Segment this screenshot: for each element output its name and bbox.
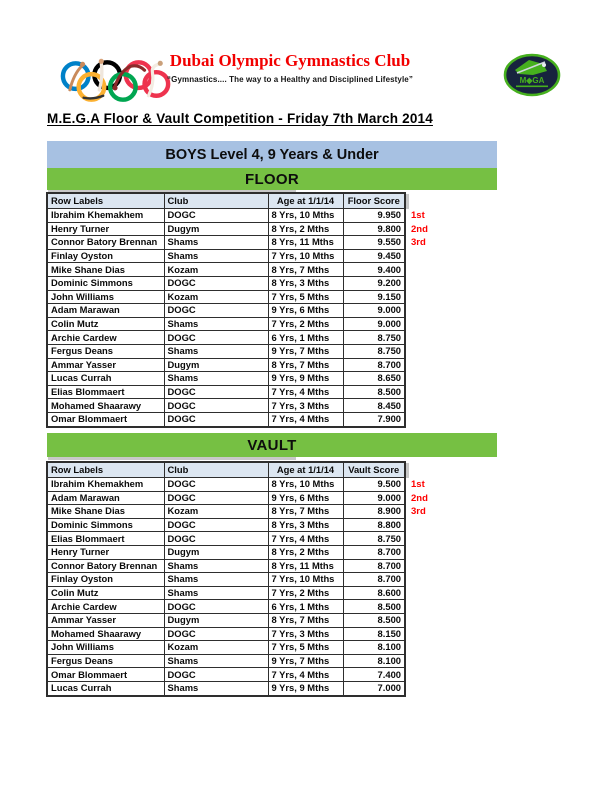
floor-header-row	[47, 193, 405, 209]
rank-label	[411, 642, 441, 656]
rank-label	[411, 587, 441, 601]
athlete-score: 8.100	[343, 641, 405, 655]
athlete-name: Ammar Yasser	[47, 613, 164, 627]
athlete-age: 7 Yrs, 4 Mths	[268, 385, 343, 399]
floor-result-row	[47, 209, 405, 223]
rank-label	[411, 346, 441, 360]
athlete-name: Ibrahim Khemakhem	[47, 478, 164, 492]
vault-result-row	[47, 573, 405, 587]
athlete-name: Ammar Yasser	[47, 358, 164, 372]
floor-result-row	[47, 399, 405, 413]
mega-club-badge-logo	[503, 53, 561, 97]
athlete-age: 8 Yrs, 11 Mths	[268, 559, 343, 573]
vault-result-row	[47, 681, 405, 695]
vault-table-body	[47, 478, 405, 696]
col-vault-score: Vault Score	[343, 462, 405, 478]
athlete-club: DOGC	[164, 627, 268, 641]
floor-result-row	[47, 372, 405, 386]
athlete-club: Shams	[164, 249, 268, 263]
athlete-score: 8.150	[343, 627, 405, 641]
rank-label	[411, 669, 441, 683]
rank-label	[411, 683, 441, 697]
athlete-score: 8.450	[343, 399, 405, 413]
floor-result-row	[47, 249, 405, 263]
athlete-name: Connor Batory Brennan	[47, 559, 164, 573]
rank-label	[411, 400, 441, 414]
athlete-score: 8.750	[343, 532, 405, 546]
athlete-club: DOGC	[164, 385, 268, 399]
rank-label: 2nd	[411, 223, 428, 235]
vault-result-row	[47, 627, 405, 641]
vault-result-row	[47, 613, 405, 627]
rank-label	[411, 264, 441, 278]
rank-label: 2nd	[411, 492, 428, 504]
athlete-club: DOGC	[164, 600, 268, 614]
rank-label	[411, 250, 441, 264]
athlete-age: 7 Yrs, 10 Mths	[268, 249, 343, 263]
rank-label	[411, 519, 441, 533]
rank-label	[411, 628, 441, 642]
athlete-age: 9 Yrs, 6 Mths	[268, 304, 343, 318]
table-shadow	[406, 463, 409, 478]
athlete-club: Shams	[164, 559, 268, 573]
athlete-age: 7 Yrs, 2 Mths	[268, 317, 343, 331]
svg-text:M◆GA: M◆GA	[519, 76, 545, 85]
athlete-age: 6 Yrs, 1 Mths	[268, 600, 343, 614]
athlete-name: Fergus Deans	[47, 344, 164, 358]
athlete-club: Kozam	[164, 263, 268, 277]
rank-label	[411, 305, 441, 319]
athlete-club: Shams	[164, 317, 268, 331]
athlete-age: 8 Yrs, 7 Mths	[268, 613, 343, 627]
col-row-labels: Row Labels	[47, 462, 164, 478]
athlete-age: 7 Yrs, 3 Mths	[268, 399, 343, 413]
athlete-score: 8.750	[343, 331, 405, 345]
rank-label: 3rd	[411, 506, 426, 518]
vault-result-row	[47, 505, 405, 519]
athlete-score: 9.000	[343, 317, 405, 331]
rank-label	[411, 601, 441, 615]
rank-label	[411, 615, 441, 629]
athlete-age: 7 Yrs, 10 Mths	[268, 573, 343, 587]
athlete-club: DOGC	[164, 331, 268, 345]
athlete-score: 9.500	[343, 478, 405, 492]
club-name: Dubai Olympic Gymnastics Club	[169, 51, 411, 70]
athlete-score: 8.500	[343, 600, 405, 614]
rank-label	[411, 359, 441, 373]
athlete-name: Archie Cardew	[47, 600, 164, 614]
athlete-score: 8.500	[343, 385, 405, 399]
floor-result-row	[47, 358, 405, 372]
athlete-club: DOGC	[164, 276, 268, 290]
athlete-age: 9 Yrs, 6 Mths	[268, 491, 343, 505]
athlete-age: 8 Yrs, 10 Mths	[268, 209, 343, 223]
athlete-name: Finlay Oyston	[47, 249, 164, 263]
athlete-score: 7.900	[343, 412, 405, 426]
col-club: Club	[164, 462, 268, 478]
athlete-club: DOGC	[164, 478, 268, 492]
table-shadow	[406, 194, 409, 209]
vault-header-row	[47, 462, 405, 478]
athlete-score: 7.000	[343, 681, 405, 695]
athlete-score: 8.600	[343, 586, 405, 600]
vault-result-row	[47, 545, 405, 559]
col-floor-score: Floor Score	[343, 193, 405, 209]
athlete-name: Dominic Simmons	[47, 276, 164, 290]
athlete-name: Archie Cardew	[47, 331, 164, 345]
athlete-age: 9 Yrs, 7 Mths	[268, 344, 343, 358]
athlete-score: 8.700	[343, 545, 405, 559]
athlete-name: Dominic Simmons	[47, 518, 164, 532]
athlete-name: Colin Mutz	[47, 317, 164, 331]
athlete-age: 8 Yrs, 2 Mths	[268, 222, 343, 236]
vault-result-row	[47, 654, 405, 668]
rank-label	[411, 373, 441, 387]
col-club: Club	[164, 193, 268, 209]
rank-label	[411, 387, 441, 401]
rank-label: 3rd	[411, 237, 426, 249]
athlete-score: 8.650	[343, 372, 405, 386]
athlete-score: 8.500	[343, 613, 405, 627]
rank-label	[411, 414, 441, 428]
floor-result-row	[47, 344, 405, 358]
vault-rank-column	[411, 478, 441, 697]
vault-event-banner: VAULT	[47, 433, 497, 457]
rank-label	[411, 574, 441, 588]
athlete-age: 8 Yrs, 10 Mths	[268, 478, 343, 492]
athlete-score: 8.700	[343, 358, 405, 372]
col-age: Age at 1/1/14	[268, 193, 343, 209]
col-row-labels: Row Labels	[47, 193, 164, 209]
athlete-name: Colin Mutz	[47, 586, 164, 600]
floor-result-row	[47, 317, 405, 331]
athlete-score: 9.550	[343, 236, 405, 250]
athlete-score: 8.700	[343, 573, 405, 587]
floor-result-row	[47, 263, 405, 277]
athlete-club: DOGC	[164, 209, 268, 223]
athlete-score: 8.750	[343, 344, 405, 358]
athlete-name: John Williams	[47, 290, 164, 304]
rank-label	[411, 291, 441, 305]
athlete-club: Shams	[164, 681, 268, 695]
athlete-age: 9 Yrs, 9 Mths	[268, 681, 343, 695]
athlete-score: 8.700	[343, 559, 405, 573]
athlete-name: Connor Batory Brennan	[47, 236, 164, 250]
rank-label	[411, 533, 441, 547]
athlete-name: Mike Shane Dias	[47, 505, 164, 519]
athlete-score: 8.100	[343, 654, 405, 668]
athlete-club: Kozam	[164, 505, 268, 519]
athlete-club: Dugym	[164, 358, 268, 372]
athlete-age: 7 Yrs, 5 Mths	[268, 641, 343, 655]
vault-result-row	[47, 478, 405, 492]
rank-label	[411, 277, 441, 291]
athlete-age: 7 Yrs, 4 Mths	[268, 412, 343, 426]
floor-result-row	[47, 385, 405, 399]
athlete-name: Mohamed Shaarawy	[47, 399, 164, 413]
athlete-age: 7 Yrs, 2 Mths	[268, 586, 343, 600]
athlete-score: 9.450	[343, 249, 405, 263]
athlete-score: 7.400	[343, 668, 405, 682]
rank-label	[411, 318, 441, 332]
floor-result-row	[47, 304, 405, 318]
floor-result-row	[47, 236, 405, 250]
athlete-score: 9.800	[343, 222, 405, 236]
vault-result-row	[47, 532, 405, 546]
athlete-name: Ibrahim Khemakhem	[47, 209, 164, 223]
athlete-score: 8.800	[343, 518, 405, 532]
athlete-name: Henry Turner	[47, 222, 164, 236]
athlete-age: 9 Yrs, 9 Mths	[268, 372, 343, 386]
floor-results-table	[46, 192, 428, 428]
athlete-club: DOGC	[164, 518, 268, 532]
athlete-name: Elias Blommaert	[47, 385, 164, 399]
athlete-club: Shams	[164, 586, 268, 600]
athlete-name: Finlay Oyston	[47, 573, 164, 587]
floor-event-banner: FLOOR	[47, 168, 497, 190]
category-banner: BOYS Level 4, 9 Years & Under	[47, 141, 497, 168]
athlete-score: 9.950	[343, 209, 405, 223]
athlete-name: Omar Blommaert	[47, 668, 164, 682]
floor-table-body	[47, 209, 405, 427]
athlete-club: DOGC	[164, 399, 268, 413]
athlete-club: Shams	[164, 236, 268, 250]
athlete-score: 9.000	[343, 304, 405, 318]
athlete-club: Shams	[164, 573, 268, 587]
floor-result-row	[47, 222, 405, 236]
athlete-age: 7 Yrs, 5 Mths	[268, 290, 343, 304]
col-age: Age at 1/1/14	[268, 462, 343, 478]
athlete-club: Kozam	[164, 641, 268, 655]
rank-label: 1st	[411, 479, 425, 490]
athlete-name: Fergus Deans	[47, 654, 164, 668]
athlete-score: 9.000	[343, 491, 405, 505]
athlete-name: Adam Marawan	[47, 304, 164, 318]
club-header	[158, 51, 422, 84]
rank-label	[411, 656, 441, 670]
athlete-score: 9.400	[343, 263, 405, 277]
athlete-name: Mike Shane Dias	[47, 263, 164, 277]
athlete-age: 7 Yrs, 4 Mths	[268, 668, 343, 682]
vault-result-row	[47, 641, 405, 655]
athlete-club: Dugym	[164, 545, 268, 559]
vault-result-row	[47, 600, 405, 614]
athlete-club: Dugym	[164, 222, 268, 236]
athlete-club: DOGC	[164, 491, 268, 505]
athlete-club: DOGC	[164, 412, 268, 426]
athlete-club: Kozam	[164, 290, 268, 304]
rank-label	[411, 332, 441, 346]
floor-result-row	[47, 331, 405, 345]
athlete-age: 8 Yrs, 3 Mths	[268, 276, 343, 290]
vault-result-row	[47, 518, 405, 532]
vault-results-table	[46, 461, 428, 697]
club-tagline: “Gymnastics.... The way to a Healthy and Disciplined Lifestyle”	[167, 75, 413, 84]
rank-label	[411, 560, 441, 574]
athlete-age: 8 Yrs, 11 Mths	[268, 236, 343, 250]
athlete-name: Henry Turner	[47, 545, 164, 559]
vault-result-row	[47, 491, 405, 505]
athlete-name: Lucas Currah	[47, 681, 164, 695]
vault-result-row	[47, 668, 405, 682]
athlete-name: Omar Blommaert	[47, 412, 164, 426]
athlete-club: Dugym	[164, 613, 268, 627]
athlete-age: 8 Yrs, 7 Mths	[268, 263, 343, 277]
vault-result-row	[47, 559, 405, 573]
athlete-name: Adam Marawan	[47, 491, 164, 505]
rank-label	[411, 546, 441, 560]
athlete-club: DOGC	[164, 532, 268, 546]
competition-title: M.E.G.A Floor & Vault Competition - Friday 7th March 2014	[47, 111, 433, 126]
athlete-club: Shams	[164, 654, 268, 668]
athlete-score: 8.900	[343, 505, 405, 519]
athlete-age: 8 Yrs, 2 Mths	[268, 545, 343, 559]
rank-label: 1st	[411, 210, 425, 221]
floor-rank-column	[411, 209, 441, 428]
athlete-score: 9.150	[343, 290, 405, 304]
athlete-name: John Williams	[47, 641, 164, 655]
athlete-age: 8 Yrs, 7 Mths	[268, 358, 343, 372]
athlete-name: Mohamed Shaarawy	[47, 627, 164, 641]
athlete-name: Elias Blommaert	[47, 532, 164, 546]
athlete-age: 8 Yrs, 3 Mths	[268, 518, 343, 532]
athlete-age: 6 Yrs, 1 Mths	[268, 331, 343, 345]
athlete-age: 7 Yrs, 3 Mths	[268, 627, 343, 641]
athlete-club: DOGC	[164, 304, 268, 318]
vault-result-row	[47, 586, 405, 600]
athlete-age: 9 Yrs, 7 Mths	[268, 654, 343, 668]
athlete-name: Lucas Currah	[47, 372, 164, 386]
athlete-age: 8 Yrs, 7 Mths	[268, 505, 343, 519]
floor-result-row	[47, 290, 405, 304]
athlete-age: 7 Yrs, 4 Mths	[268, 532, 343, 546]
athlete-club: DOGC	[164, 668, 268, 682]
athlete-score: 9.200	[343, 276, 405, 290]
athlete-club: Shams	[164, 372, 268, 386]
floor-result-row	[47, 412, 405, 426]
athlete-club: Shams	[164, 344, 268, 358]
floor-result-row	[47, 276, 405, 290]
